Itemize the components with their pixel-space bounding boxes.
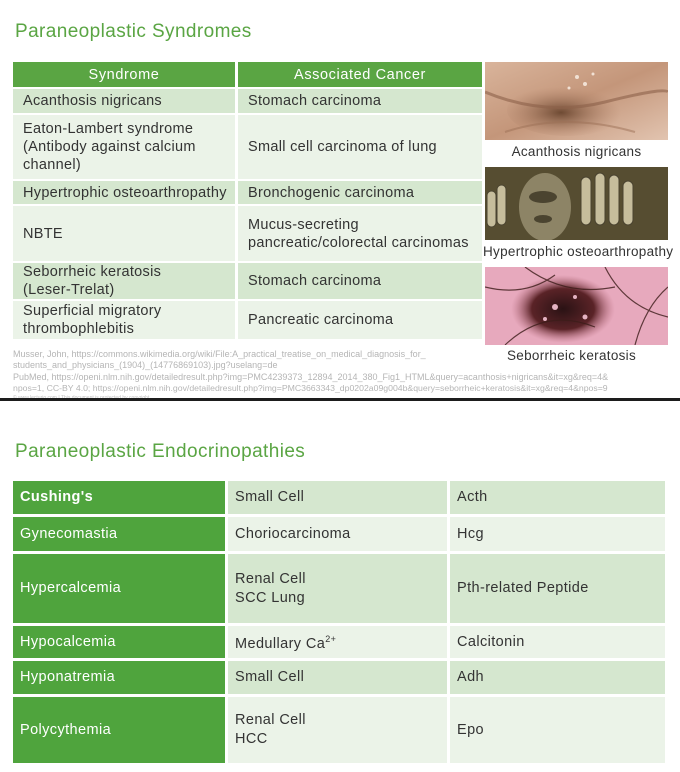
table-row	[13, 514, 665, 551]
syndrome-cell: NBTE	[13, 204, 235, 261]
cancer-cell: Pancreatic carcinoma	[235, 299, 482, 339]
mediator-cell: Adh	[447, 658, 665, 694]
cancer-cell	[225, 623, 447, 658]
syndrome-cell: Eaton-Lambert syndrome (Antibody against calcium channel)	[13, 113, 235, 179]
cancer-cell: Mucus-secreting pancreatic/colorectal carcinomas	[235, 204, 482, 261]
citation-line: npos=1, CC-BY 4.0; https://openi.nlm.nih.gov/detailedresult.php?img=PMC3663343_dp0202a09g004b&query=seborrheic+keratosis&it=xg&req=4&npos=9	[13, 383, 608, 393]
caption-osteoarthropathy: Hypertrophic osteoarthropathy	[483, 244, 674, 259]
clubbed-hands-image	[485, 167, 668, 240]
cancer-cell: Bronchogenic carcinoma	[235, 179, 482, 204]
syndrome-cell: Acanthosis nigricans	[13, 87, 235, 113]
mediator-cell: Epo	[447, 694, 665, 763]
table-row	[13, 481, 665, 514]
header-associated-cancer: Associated Cancer	[235, 62, 482, 87]
table-row	[13, 179, 482, 204]
condition-cell: Gynecomastia	[13, 514, 225, 551]
mediator-cell: Calcitonin	[447, 623, 665, 658]
citation-line: Musser, John, https://commons.wikimedia.org/wiki/File:A_practical_treatise_on_medical_diagnosis_for_	[13, 349, 426, 359]
mediator-cell: Acth	[447, 481, 665, 514]
cancer-cell: Small cell carcinoma of lung	[235, 113, 482, 179]
mediator-cell: Pth-related Peptide	[447, 551, 665, 623]
syndrome-cell: Seborrheic keratosis (Leser-Trelat)	[13, 261, 235, 299]
table-row	[13, 694, 665, 763]
cancer-cell: Renal Cell SCC Lung	[225, 551, 447, 623]
table-row	[13, 261, 482, 299]
mediator-cell: Hcg	[447, 514, 665, 551]
table-row	[13, 299, 482, 339]
table-row	[13, 204, 482, 261]
section-title-syndromes: Paraneoplastic Syndromes	[15, 21, 252, 42]
cancer-cell: Stomach carcinoma	[235, 87, 482, 113]
cancer-cell: Small Cell	[225, 481, 447, 514]
calcium-charge: 2+	[325, 634, 337, 645]
section-title-endocrinopathies: Paraneoplastic Endocrinopathies	[15, 441, 306, 462]
citation-line: PubMed, https://openi.nlm.nih.gov/detailedresult.php?img=PMC4239373_12894_2014_380_Fig1_HTML&query=acanthosis+nigricans&it=xg&req=4&	[13, 372, 609, 382]
table-header-row	[13, 62, 482, 87]
condition-cell: Polycythemia	[13, 694, 225, 763]
page-divider	[0, 398, 680, 401]
syndrome-cell: Hypertrophic osteoarthropathy	[13, 179, 235, 204]
keratosis-photo	[485, 267, 668, 345]
caption-keratosis: Seborrheic keratosis	[506, 348, 637, 363]
condition-cell: Hyponatremia	[13, 658, 225, 694]
table-row	[13, 658, 665, 694]
cancer-cell: Stomach carcinoma	[235, 261, 482, 299]
condition-cell: Hypercalcemia	[13, 551, 225, 623]
endocrinopathies-table	[13, 481, 665, 763]
table-row	[13, 113, 482, 179]
table-row	[13, 87, 482, 113]
cancer-cell-text: Medullary Ca	[235, 635, 326, 652]
caption-acanthosis: Acanthosis nigricans	[511, 144, 642, 159]
syndrome-cell: Superficial migratory thrombophlebitis	[13, 299, 235, 339]
cancer-cell: Renal Cell HCC	[225, 694, 447, 763]
skin-fold-image	[485, 62, 668, 140]
cancer-cell: Small Cell	[225, 658, 447, 694]
table-row	[13, 551, 665, 623]
osteoarthropathy-photo	[485, 167, 668, 240]
header-syndrome: Syndrome	[13, 62, 235, 87]
table-row	[13, 623, 665, 658]
citation-line: students_and_physicians_(1904)_(14776869103).jpg?uselang=de	[13, 360, 278, 370]
keratosis-lesion-image	[485, 267, 668, 345]
acanthosis-photo	[485, 62, 668, 140]
syndromes-table	[13, 62, 482, 339]
condition-cell: Hypocalcemia	[13, 623, 225, 658]
cancer-cell: Choriocarcinoma	[225, 514, 447, 551]
condition-cell: Cushing's	[13, 481, 225, 514]
